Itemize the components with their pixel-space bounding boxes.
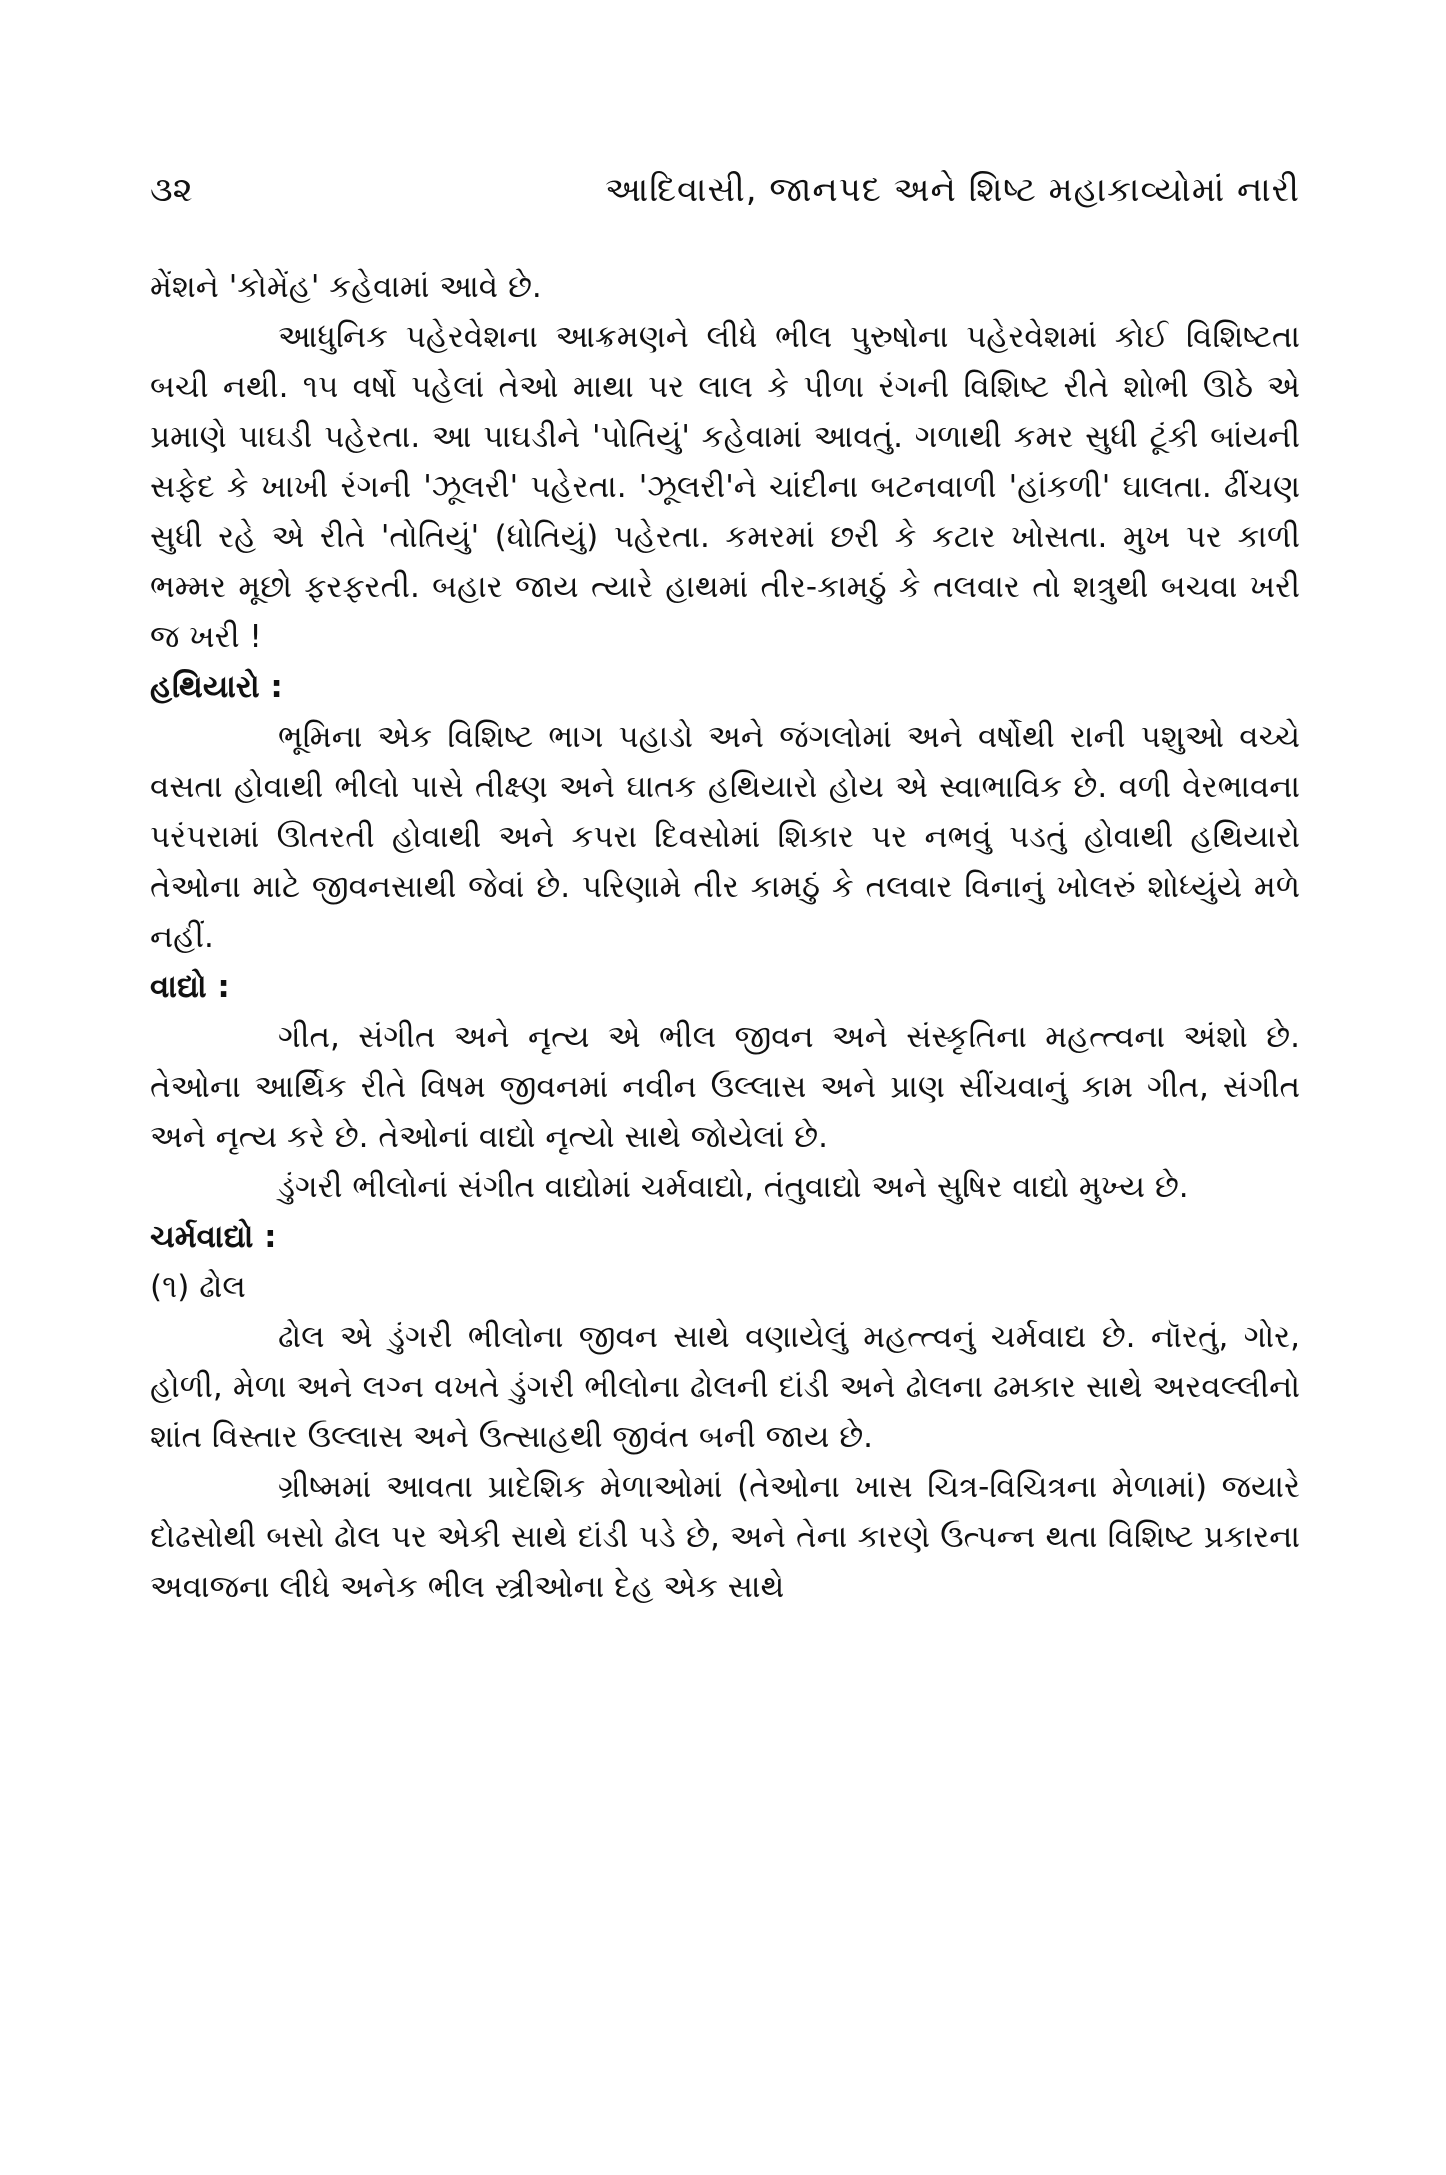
page-header xyxy=(150,170,1300,230)
running-title: આદિવાસી, જાનપદ અને શિષ્ટ મહાકાવ્યોમાં નારી xyxy=(605,170,1300,210)
page-number: ૩૨ xyxy=(150,170,193,210)
paragraph: ડુંગરી ભીલોનાં સંગીત વાદ્યોમાં ચર્મવાદ્યો, તંતુવાદ્યો અને સુષિર વાદ્યો મુખ્ય છે. xyxy=(278,1169,1189,1205)
paragraph: ઢોલ એ ડુંગરી ભીલોના જીવન સાથે વણાયેલું મહત્ત્વનું ચર્મવાદ્ય છે. નૉરતું, ગોર, હોળી, મેળા અને લગ્ન વખતે ડુંગરી ભીલોના ઢોલની દાંડી અને ઢોલના ઢમકાર સાથે અરવલ્લીનો શાંત વિસ્તાર ઉલ્લાસ અને ઉત્સાહથી જીવંત બની જાય છે. xyxy=(150,1319,1300,1455)
paragraph: મેંશને 'કોમેંહ' કહેવામાં આવે છે. xyxy=(150,269,542,305)
section-heading-membranophones: ચર્મવાદ્યો : xyxy=(150,1219,277,1255)
paragraph: ભૂમિના એક વિશિષ્ટ ભાગ પહાડો અને જંગલોમાં અને વર્ષોથી રાની પશુઓ વચ્ચે વસતા હોવાથી ભીલો પાસે તીક્ષ્ણ અને ઘાતક હથિયારો હોય એ સ્વાભાવિક છે. વળી વેરભાવના પરંપરામાં ઊતરતી હોવાથી અને કપરા દિવસોમાં શિકાર પર નભવું પડતું હોવાથી હથિયારો તેઓના માટે જીવનસાથી જેવાં છે. પરિણામે તીર કામઠું કે તલવાર વિનાનું ખોલરું શોધ્યુંયે મળે નહીં. xyxy=(150,719,1300,955)
paragraph: આધુનિક પહેરવેશના આક્રમણને લીધે ભીલ પુરુષોના પહેરવેશમાં કોઈ વિશિષ્ટતા બચી નથી. ૧૫ વર્ષો પહેલાં તેઓ માથા પર લાલ કે પીળા રંગની વિશિષ્ટ રીતે શોભી ઊઠે એ પ્રમાણે પાઘડી પહેરતા. આ પાઘડીને 'પોતિયું' કહેવામાં આવતું. ગળાથી કમર સુધી ટૂંકી બાંયની સફેદ કે ખાખી રંગની 'ઝૂલરી' પહેરતા. 'ઝૂલરી'ને ચાંદીના બટનવાળી 'હાંકળી' ઘાલતા. ઢીંચણ સુધી રહે એ રીતે 'તોતિયું' (ધોતિયું) પહેરતા. કમરમાં છરી કે કટાર ખોસતા. મુખ પર કાળી ભમ્મર મૂછો ફરફરતી. બહાર જાય ત્યારે હાથમાં તીર-કામઠું કે તલવાર તો શત્રુથી બચવા ખરી જ ખરી ! xyxy=(150,319,1300,655)
list-item-heading: (૧) ઢોલ xyxy=(150,1269,246,1305)
section-heading-instruments: વાદ્યો : xyxy=(150,969,230,1005)
page-body xyxy=(150,262,1300,1612)
paragraph: ગ્રીષ્મમાં આવતા પ્રાદેશિક મેળાઓમાં (તેઓના ખાસ ચિત્ર-વિચિત્રના મેળામાં) જયારે દોઢસોથી બસો ઢોલ પર એકી સાથે દાંડી પડે છે, અને તેના કારણે ઉત્પન્ન થતા વિશિષ્ટ પ્રકારના અવાજના લીધે અનેક ભીલ સ્ત્રીઓના દેહ એક સાથે xyxy=(150,1469,1300,1605)
paragraph: ગીત, સંગીત અને નૃત્ય એ ભીલ જીવન અને સંસ્કૃતિના મહત્ત્વના અંશો છે. તેઓના આર્થિક રીતે વિષમ જીવનમાં નવીન ઉલ્લાસ અને પ્રાણ સીંચવાનું કામ ગીત, સંગીત અને નૃત્ય કરે છે. તેઓનાં વાદ્યો નૃત્યો સાથે જોયેલાં છે. xyxy=(150,1019,1300,1155)
section-heading-weapons: હથિયારો : xyxy=(150,669,283,705)
